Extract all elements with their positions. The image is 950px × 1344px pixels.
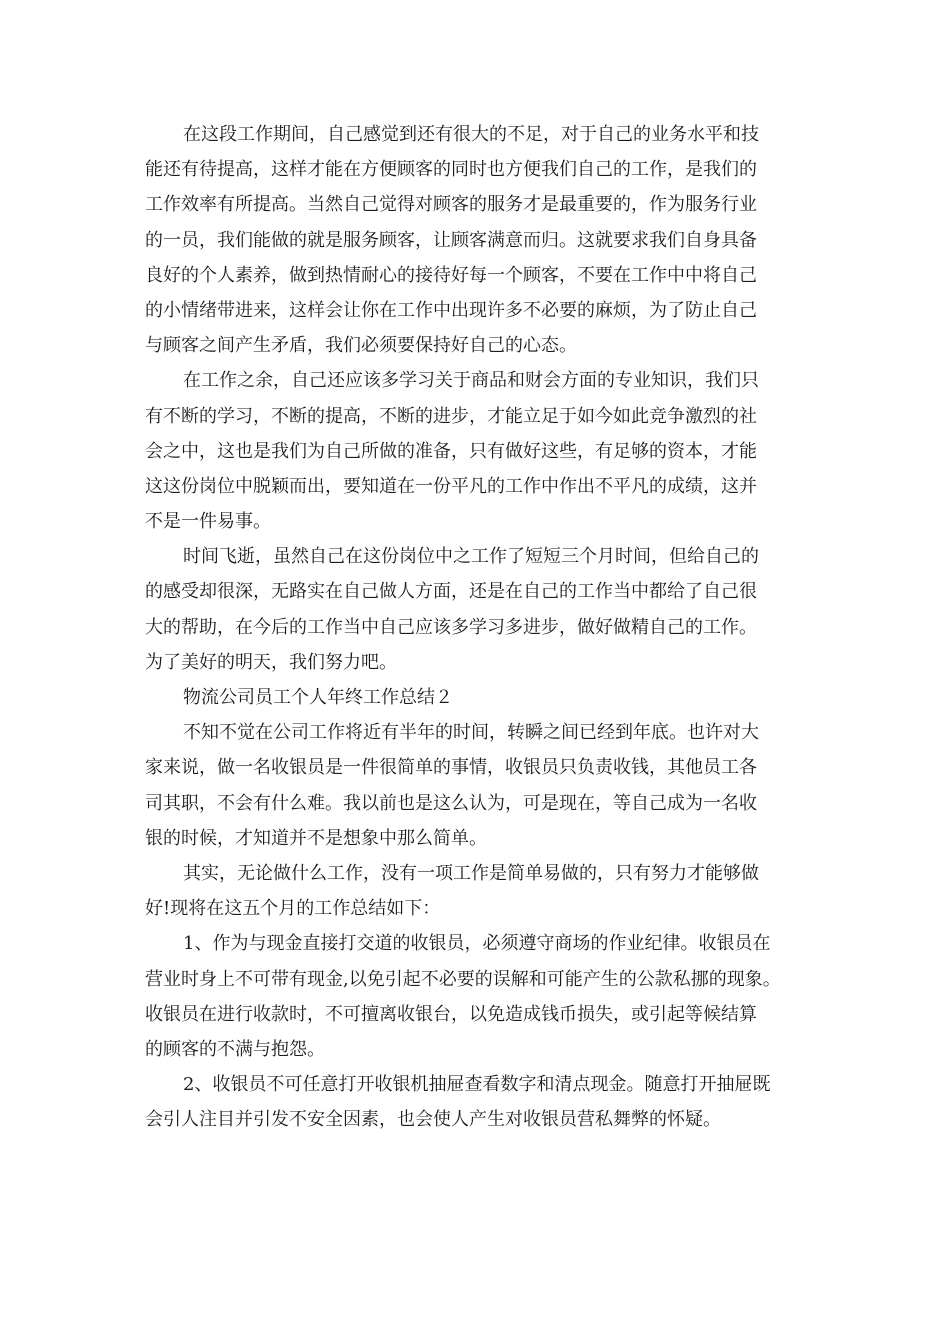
text-line: 在工作之余，自己还应该多学习关于商品和财会方面的专业知识，我们只 [183, 370, 759, 392]
text-line: 时间飞逝，虽然自己在这份岗位中之工作了短短三个月时间，但给自己的 [183, 546, 759, 568]
section-heading: 物流公司员工个人年终工作总结２ [183, 687, 453, 708]
text-line: 司其职，不会有什么难。我以前也是这么认为，可是现在，等自己成为一名收 [145, 792, 757, 814]
text-line: 大的帮助，在今后的工作当中自己应该多学习多进步，做好做精自己的工作。 [145, 616, 757, 638]
text-line: 这这份岗位中脱颖而出，要知道在一份平凡的工作中作出不平凡的成绩，这并 [145, 475, 757, 497]
text-line: 1、作为与现金直接打交道的收银员，必须遵守商场的作业纪律。收银员在 [183, 933, 771, 955]
text-line: 的一员，我们能做的就是服务顾客，让顾客满意而归。这就要求我们自身具备 [145, 229, 757, 251]
text-line: 不知不觉在公司工作将近有半年的时间，转瞬之间已经到年底。也许对大 [183, 722, 759, 744]
document-body [145, 117, 825, 1137]
text-line: 营业时身上不可带有现金,以免引起不必要的误解和可能产生的公款私挪的现象。 [145, 968, 781, 990]
text-line: 为了美好的明天，我们努力吧。 [145, 651, 397, 673]
text-line: 的感受却很深，无路实在自己做人方面，还是在自己的工作当中都给了自己很 [145, 581, 757, 603]
text-line: 收银员在进行收款时，不可擅离收银台，以免造成钱币损失，或引起等候结算 [145, 1003, 757, 1025]
text-line: 银的时候，才知道并不是想象中那么简单。 [145, 827, 487, 849]
text-line: 好!现将在这五个月的工作总结如下： [145, 898, 441, 920]
text-line: 能还有待提高，这样才能在方便顾客的同时也方便我们自己的工作，是我们的 [145, 159, 757, 181]
text-line: 有不断的学习，不断的提高，不断的进步，才能立足于如今如此竞争激烈的社 [145, 405, 757, 427]
text-line: 2、收银员不可任意打开收银机抽屉查看数字和清点现金。随意打开抽屉既 [183, 1074, 771, 1096]
text-line: 其实，无论做什么工作，没有一项工作是简单易做的，只有努力才能够做 [183, 862, 759, 884]
text-line: 与顾客之间产生矛盾，我们必须要保持好自己的心态。 [145, 335, 577, 357]
text-line: 会之中，这也是我们为自己所做的准备，只有做好这些，有足够的资本，才能 [145, 440, 757, 462]
text-line: 家来说，做一名收银员是一件很简单的事情，收银员只负责收钱，其他员工各 [145, 757, 757, 779]
text-line: 的顾客的不满与抱怨。 [145, 1038, 325, 1060]
text-line: 不是一件易事。 [145, 511, 271, 533]
text-line: 工作效率有所提高。当然自己觉得对顾客的服务才是最重要的，作为服务行业 [145, 194, 757, 216]
text-line: 会引人注目并引发不安全因素，也会使人产生对收银员营私舞弊的怀疑。 [145, 1109, 721, 1131]
text-line: 良好的个人素养，做到热情耐心的接待好每一个顾客，不要在工作中中将自己 [145, 264, 757, 286]
text-line: 的小情绪带进来，这样会让你在工作中出现许多不必要的麻烦，为了防止自己 [145, 299, 757, 321]
text-line: 在这段工作期间，自己感觉到还有很大的不足，对于自己的业务水平和技 [183, 124, 759, 145]
